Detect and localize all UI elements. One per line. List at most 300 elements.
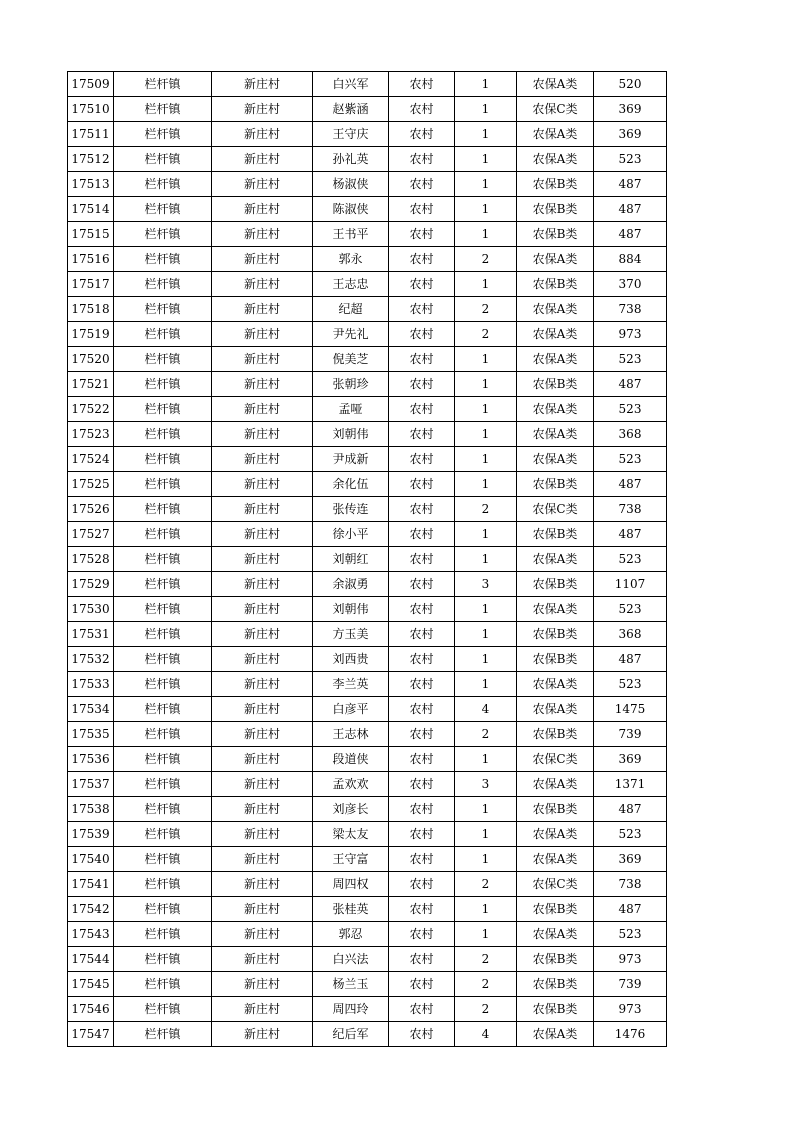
household-count-cell: 2 (455, 872, 517, 897)
name-cell: 刘朝伟 (313, 597, 389, 622)
household-count-cell: 1 (455, 147, 517, 172)
table-row (68, 547, 667, 572)
area-type-cell: 农村 (389, 922, 455, 947)
village-cell: 新庄村 (212, 572, 313, 597)
serial-number-cell: 17547 (68, 1022, 114, 1047)
household-count-cell: 1 (455, 747, 517, 772)
insurance-category-cell: 农保A类 (517, 72, 594, 97)
town-cell: 栏杆镇 (114, 997, 212, 1022)
town-cell: 栏杆镇 (114, 672, 212, 697)
serial-number-cell: 17546 (68, 997, 114, 1022)
village-cell: 新庄村 (212, 272, 313, 297)
village-cell: 新庄村 (212, 122, 313, 147)
village-cell: 新庄村 (212, 947, 313, 972)
area-type-cell: 农村 (389, 597, 455, 622)
serial-number-cell: 17509 (68, 72, 114, 97)
name-cell: 纪后军 (313, 1022, 389, 1047)
village-cell: 新庄村 (212, 547, 313, 572)
area-type-cell: 农村 (389, 422, 455, 447)
name-cell: 孟欢欢 (313, 772, 389, 797)
amount-cell: 523 (594, 447, 667, 472)
insurance-category-cell: 农保C类 (517, 872, 594, 897)
name-cell: 白兴军 (313, 72, 389, 97)
table-row (68, 922, 667, 947)
amount-cell: 738 (594, 297, 667, 322)
town-cell: 栏杆镇 (114, 347, 212, 372)
name-cell: 尹先礼 (313, 322, 389, 347)
area-type-cell: 农村 (389, 847, 455, 872)
amount-cell: 1476 (594, 1022, 667, 1047)
serial-number-cell: 17526 (68, 497, 114, 522)
area-type-cell: 农村 (389, 447, 455, 472)
serial-number-cell: 17530 (68, 597, 114, 622)
serial-number-cell: 17516 (68, 247, 114, 272)
table-row (68, 672, 667, 697)
town-cell: 栏杆镇 (114, 847, 212, 872)
area-type-cell: 农村 (389, 872, 455, 897)
household-count-cell: 1 (455, 897, 517, 922)
household-count-cell: 1 (455, 547, 517, 572)
serial-number-cell: 17525 (68, 472, 114, 497)
insurance-category-cell: 农保A类 (517, 247, 594, 272)
area-type-cell: 农村 (389, 472, 455, 497)
area-type-cell: 农村 (389, 1022, 455, 1047)
insurance-category-cell: 农保A类 (517, 447, 594, 472)
town-cell: 栏杆镇 (114, 947, 212, 972)
amount-cell: 487 (594, 372, 667, 397)
amount-cell: 370 (594, 272, 667, 297)
town-cell: 栏杆镇 (114, 647, 212, 672)
town-cell: 栏杆镇 (114, 247, 212, 272)
insurance-category-cell: 农保C类 (517, 747, 594, 772)
table-row (68, 647, 667, 672)
area-type-cell: 农村 (389, 622, 455, 647)
town-cell: 栏杆镇 (114, 747, 212, 772)
village-cell: 新庄村 (212, 147, 313, 172)
insurance-category-cell: 农保B类 (517, 797, 594, 822)
amount-cell: 738 (594, 497, 667, 522)
household-count-cell: 1 (455, 847, 517, 872)
insurance-category-cell: 农保B类 (517, 222, 594, 247)
household-count-cell: 2 (455, 722, 517, 747)
name-cell: 郭忍 (313, 922, 389, 947)
household-count-cell: 1 (455, 97, 517, 122)
household-count-cell: 4 (455, 697, 517, 722)
amount-cell: 487 (594, 522, 667, 547)
name-cell: 陈淑侠 (313, 197, 389, 222)
table-row (68, 747, 667, 772)
amount-cell: 523 (594, 922, 667, 947)
town-cell: 栏杆镇 (114, 772, 212, 797)
village-cell: 新庄村 (212, 922, 313, 947)
household-count-cell: 1 (455, 347, 517, 372)
household-count-cell: 1 (455, 422, 517, 447)
table-row (68, 322, 667, 347)
serial-number-cell: 17522 (68, 397, 114, 422)
table-row (68, 272, 667, 297)
amount-cell: 487 (594, 797, 667, 822)
area-type-cell: 农村 (389, 497, 455, 522)
household-count-cell: 1 (455, 72, 517, 97)
insurance-category-cell: 农保B类 (517, 947, 594, 972)
insurance-category-cell: 农保A类 (517, 697, 594, 722)
serial-number-cell: 17537 (68, 772, 114, 797)
village-cell: 新庄村 (212, 197, 313, 222)
name-cell: 尹成新 (313, 447, 389, 472)
name-cell: 张桂英 (313, 897, 389, 922)
village-cell: 新庄村 (212, 747, 313, 772)
amount-cell: 487 (594, 897, 667, 922)
name-cell: 赵紫涵 (313, 97, 389, 122)
area-type-cell: 农村 (389, 947, 455, 972)
serial-number-cell: 17542 (68, 897, 114, 922)
name-cell: 刘彦长 (313, 797, 389, 822)
serial-number-cell: 17527 (68, 522, 114, 547)
name-cell: 刘西贵 (313, 647, 389, 672)
town-cell: 栏杆镇 (114, 547, 212, 572)
name-cell: 张朝珍 (313, 372, 389, 397)
table-row (68, 72, 667, 97)
table-row (68, 847, 667, 872)
table-row (68, 397, 667, 422)
table-row (68, 347, 667, 372)
area-type-cell: 农村 (389, 997, 455, 1022)
table-row (68, 597, 667, 622)
name-cell: 余淑勇 (313, 572, 389, 597)
table-row (68, 372, 667, 397)
name-cell: 王书平 (313, 222, 389, 247)
village-cell: 新庄村 (212, 347, 313, 372)
village-cell: 新庄村 (212, 397, 313, 422)
name-cell: 白兴法 (313, 947, 389, 972)
area-type-cell: 农村 (389, 547, 455, 572)
area-type-cell: 农村 (389, 522, 455, 547)
amount-cell: 1107 (594, 572, 667, 597)
amount-cell: 1475 (594, 697, 667, 722)
village-cell: 新庄村 (212, 1022, 313, 1047)
table-row (68, 97, 667, 122)
village-cell: 新庄村 (212, 897, 313, 922)
village-cell: 新庄村 (212, 722, 313, 747)
name-cell: 纪超 (313, 297, 389, 322)
village-cell: 新庄村 (212, 822, 313, 847)
serial-number-cell: 17534 (68, 697, 114, 722)
serial-number-cell: 17518 (68, 297, 114, 322)
insurance-category-cell: 农保B类 (517, 372, 594, 397)
household-count-cell: 1 (455, 797, 517, 822)
serial-number-cell: 17519 (68, 322, 114, 347)
area-type-cell: 农村 (389, 747, 455, 772)
area-type-cell: 农村 (389, 72, 455, 97)
village-cell: 新庄村 (212, 172, 313, 197)
village-cell: 新庄村 (212, 672, 313, 697)
amount-cell: 739 (594, 972, 667, 997)
serial-number-cell: 17533 (68, 672, 114, 697)
village-cell: 新庄村 (212, 697, 313, 722)
table-row (68, 722, 667, 747)
household-count-cell: 1 (455, 397, 517, 422)
amount-cell: 368 (594, 622, 667, 647)
serial-number-cell: 17539 (68, 822, 114, 847)
insurance-category-cell: 农保B类 (517, 997, 594, 1022)
town-cell: 栏杆镇 (114, 972, 212, 997)
amount-cell: 523 (594, 672, 667, 697)
serial-number-cell: 17521 (68, 372, 114, 397)
name-cell: 徐小平 (313, 522, 389, 547)
insurance-category-cell: 农保B类 (517, 972, 594, 997)
serial-number-cell: 17512 (68, 147, 114, 172)
name-cell: 倪美芝 (313, 347, 389, 372)
area-type-cell: 农村 (389, 672, 455, 697)
serial-number-cell: 17541 (68, 872, 114, 897)
town-cell: 栏杆镇 (114, 372, 212, 397)
serial-number-cell: 17510 (68, 97, 114, 122)
area-type-cell: 农村 (389, 97, 455, 122)
area-type-cell: 农村 (389, 897, 455, 922)
town-cell: 栏杆镇 (114, 97, 212, 122)
table-row (68, 972, 667, 997)
table-row (68, 497, 667, 522)
name-cell: 杨淑侠 (313, 172, 389, 197)
village-cell: 新庄村 (212, 97, 313, 122)
town-cell: 栏杆镇 (114, 572, 212, 597)
town-cell: 栏杆镇 (114, 422, 212, 447)
village-cell: 新庄村 (212, 497, 313, 522)
serial-number-cell: 17535 (68, 722, 114, 747)
amount-cell: 487 (594, 647, 667, 672)
village-cell: 新庄村 (212, 597, 313, 622)
household-count-cell: 1 (455, 472, 517, 497)
town-cell: 栏杆镇 (114, 797, 212, 822)
insurance-category-cell: 农保B类 (517, 897, 594, 922)
table-row (68, 122, 667, 147)
area-type-cell: 农村 (389, 147, 455, 172)
household-count-cell: 2 (455, 997, 517, 1022)
area-type-cell: 农村 (389, 222, 455, 247)
name-cell: 周四权 (313, 872, 389, 897)
household-count-cell: 1 (455, 447, 517, 472)
insurance-category-cell: 农保A类 (517, 597, 594, 622)
name-cell: 白彦平 (313, 697, 389, 722)
area-type-cell: 农村 (389, 122, 455, 147)
village-cell: 新庄村 (212, 522, 313, 547)
insurance-category-cell: 农保A类 (517, 397, 594, 422)
household-count-cell: 2 (455, 322, 517, 347)
table-row (68, 947, 667, 972)
serial-number-cell: 17532 (68, 647, 114, 672)
household-count-cell: 2 (455, 497, 517, 522)
amount-cell: 523 (594, 597, 667, 622)
village-cell: 新庄村 (212, 447, 313, 472)
amount-cell: 973 (594, 997, 667, 1022)
table-row (68, 872, 667, 897)
amount-cell: 523 (594, 347, 667, 372)
amount-cell: 973 (594, 947, 667, 972)
insurance-category-cell: 农保B类 (517, 272, 594, 297)
insurance-category-cell: 农保A类 (517, 422, 594, 447)
village-cell: 新庄村 (212, 322, 313, 347)
household-count-cell: 1 (455, 622, 517, 647)
area-type-cell: 农村 (389, 772, 455, 797)
amount-cell: 523 (594, 547, 667, 572)
table-row (68, 822, 667, 847)
town-cell: 栏杆镇 (114, 497, 212, 522)
amount-cell: 973 (594, 322, 667, 347)
household-count-cell: 1 (455, 197, 517, 222)
area-type-cell: 农村 (389, 397, 455, 422)
name-cell: 孟哑 (313, 397, 389, 422)
village-cell: 新庄村 (212, 72, 313, 97)
area-type-cell: 农村 (389, 272, 455, 297)
insurance-category-cell: 农保A类 (517, 847, 594, 872)
amount-cell: 369 (594, 747, 667, 772)
insurance-category-cell: 农保A类 (517, 322, 594, 347)
table-row (68, 222, 667, 247)
area-type-cell: 农村 (389, 322, 455, 347)
town-cell: 栏杆镇 (114, 472, 212, 497)
name-cell: 孙礼英 (313, 147, 389, 172)
amount-cell: 884 (594, 247, 667, 272)
insurance-category-cell: 农保B类 (517, 522, 594, 547)
table-row (68, 572, 667, 597)
household-count-cell: 1 (455, 172, 517, 197)
table-row (68, 797, 667, 822)
insurance-category-cell: 农保A类 (517, 922, 594, 947)
town-cell: 栏杆镇 (114, 1022, 212, 1047)
table-row (68, 297, 667, 322)
table-row (68, 697, 667, 722)
household-count-cell: 1 (455, 822, 517, 847)
serial-number-cell: 17545 (68, 972, 114, 997)
household-count-cell: 1 (455, 272, 517, 297)
area-type-cell: 农村 (389, 572, 455, 597)
table-row (68, 247, 667, 272)
insurance-category-cell: 农保B类 (517, 622, 594, 647)
village-cell: 新庄村 (212, 222, 313, 247)
name-cell: 张传连 (313, 497, 389, 522)
insurance-category-cell: 农保A类 (517, 122, 594, 147)
table-row (68, 472, 667, 497)
insurance-category-cell: 农保A类 (517, 297, 594, 322)
village-cell: 新庄村 (212, 997, 313, 1022)
amount-cell: 523 (594, 397, 667, 422)
village-cell: 新庄村 (212, 372, 313, 397)
household-count-cell: 2 (455, 297, 517, 322)
table-row (68, 897, 667, 922)
table-row (68, 997, 667, 1022)
household-count-cell: 4 (455, 1022, 517, 1047)
serial-number-cell: 17540 (68, 847, 114, 872)
table-body (68, 72, 667, 1047)
area-type-cell: 农村 (389, 297, 455, 322)
serial-number-cell: 17524 (68, 447, 114, 472)
town-cell: 栏杆镇 (114, 172, 212, 197)
name-cell: 杨兰玉 (313, 972, 389, 997)
name-cell: 方玉美 (313, 622, 389, 647)
name-cell: 段道侠 (313, 747, 389, 772)
town-cell: 栏杆镇 (114, 297, 212, 322)
town-cell: 栏杆镇 (114, 722, 212, 747)
area-type-cell: 农村 (389, 372, 455, 397)
household-count-cell: 1 (455, 222, 517, 247)
amount-cell: 523 (594, 147, 667, 172)
village-cell: 新庄村 (212, 772, 313, 797)
serial-number-cell: 17513 (68, 172, 114, 197)
serial-number-cell: 17528 (68, 547, 114, 572)
town-cell: 栏杆镇 (114, 322, 212, 347)
household-count-cell: 3 (455, 572, 517, 597)
name-cell: 刘朝伟 (313, 422, 389, 447)
name-cell: 王守庆 (313, 122, 389, 147)
amount-cell: 738 (594, 872, 667, 897)
town-cell: 栏杆镇 (114, 122, 212, 147)
name-cell: 周四玲 (313, 997, 389, 1022)
serial-number-cell: 17538 (68, 797, 114, 822)
serial-number-cell: 17511 (68, 122, 114, 147)
table-row (68, 197, 667, 222)
area-type-cell: 农村 (389, 197, 455, 222)
household-count-cell: 2 (455, 947, 517, 972)
town-cell: 栏杆镇 (114, 397, 212, 422)
serial-number-cell: 17544 (68, 947, 114, 972)
town-cell: 栏杆镇 (114, 197, 212, 222)
amount-cell: 369 (594, 847, 667, 872)
amount-cell: 523 (594, 822, 667, 847)
village-cell: 新庄村 (212, 647, 313, 672)
insurance-category-cell: 农保A类 (517, 1022, 594, 1047)
area-type-cell: 农村 (389, 347, 455, 372)
town-cell: 栏杆镇 (114, 897, 212, 922)
amount-cell: 487 (594, 197, 667, 222)
table-row (68, 522, 667, 547)
amount-cell: 369 (594, 97, 667, 122)
amount-cell: 487 (594, 172, 667, 197)
name-cell: 王守富 (313, 847, 389, 872)
area-type-cell: 农村 (389, 172, 455, 197)
amount-cell: 739 (594, 722, 667, 747)
insurance-category-cell: 农保C类 (517, 497, 594, 522)
amount-cell: 520 (594, 72, 667, 97)
household-count-cell: 1 (455, 647, 517, 672)
table-row (68, 172, 667, 197)
household-count-cell: 1 (455, 597, 517, 622)
serial-number-cell: 17531 (68, 622, 114, 647)
name-cell: 刘朝红 (313, 547, 389, 572)
household-count-cell: 1 (455, 122, 517, 147)
amount-cell: 1371 (594, 772, 667, 797)
town-cell: 栏杆镇 (114, 822, 212, 847)
serial-number-cell: 17543 (68, 922, 114, 947)
household-count-cell: 1 (455, 922, 517, 947)
name-cell: 余化伍 (313, 472, 389, 497)
table-row (68, 147, 667, 172)
insurance-category-cell: 农保C类 (517, 97, 594, 122)
insurance-category-cell: 农保B类 (517, 472, 594, 497)
insurance-category-cell: 农保A类 (517, 547, 594, 572)
serial-number-cell: 17514 (68, 197, 114, 222)
name-cell: 郭永 (313, 247, 389, 272)
village-cell: 新庄村 (212, 872, 313, 897)
household-count-cell: 2 (455, 972, 517, 997)
village-cell: 新庄村 (212, 847, 313, 872)
serial-number-cell: 17536 (68, 747, 114, 772)
table-row (68, 447, 667, 472)
area-type-cell: 农村 (389, 247, 455, 272)
village-cell: 新庄村 (212, 472, 313, 497)
name-cell: 王志林 (313, 722, 389, 747)
household-count-cell: 1 (455, 522, 517, 547)
table-row (68, 622, 667, 647)
